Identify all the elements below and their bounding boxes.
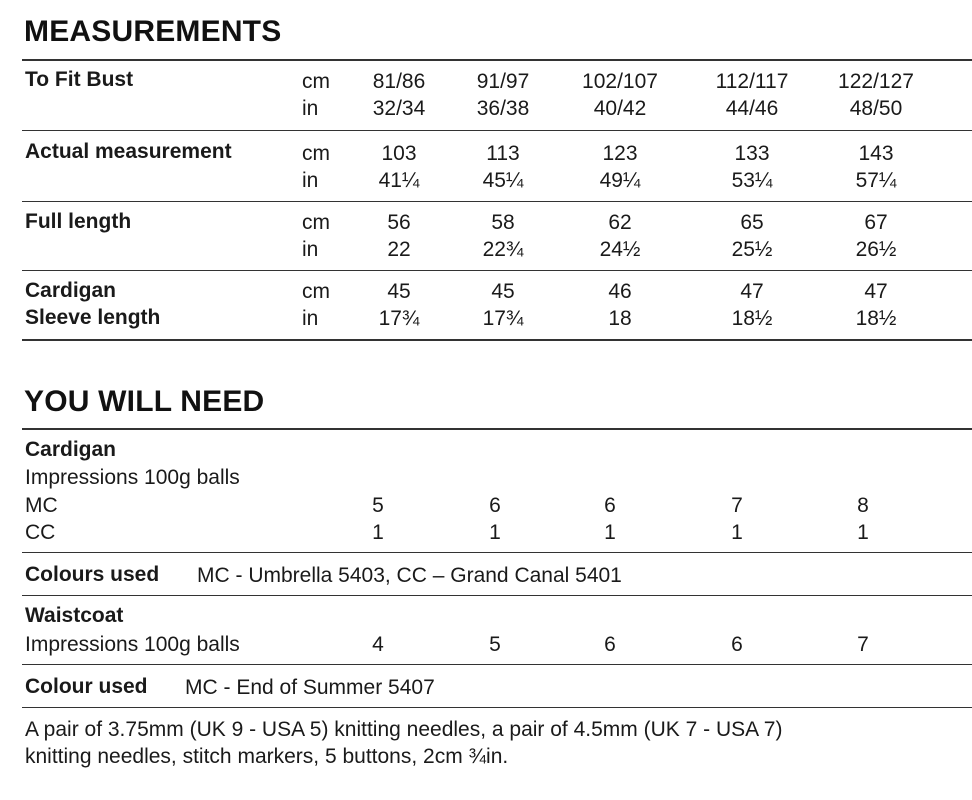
cell: 133 [734,142,770,165]
unit-in: in [302,307,319,330]
cell: 6 [731,633,743,656]
colour-used-value: MC - End of Summer 5407 [185,676,435,699]
cell: 122/127 [838,70,914,93]
row-label: To Fit Bust [25,68,134,91]
cell: 22¾ [482,238,524,261]
cell: 57¼ [855,169,897,192]
cell: 5 [372,494,384,517]
unit-in: in [302,169,319,192]
cell: 18½ [855,307,897,330]
cell: 40/42 [593,97,647,120]
cardigan-heading: Cardigan [25,438,117,461]
divider [22,707,972,708]
row-label: Cardigan [25,279,117,302]
cell: 6 [489,494,501,517]
cell: 58 [491,211,515,234]
cell: 17¾ [482,307,524,330]
cell: 56 [387,211,411,234]
divider [22,428,972,430]
cell: 1 [731,521,743,544]
cell: 5 [489,633,501,656]
cell: 47 [864,280,888,303]
cell: 18 [608,307,632,330]
cell: 22 [387,238,411,261]
cell: 17¾ [378,307,420,330]
cell: 1 [604,521,616,544]
unit-cm: cm [302,142,330,165]
cell: 123 [602,142,638,165]
colour-used-label: Colour used [25,675,148,698]
row-label: Full length [25,210,132,233]
cell: 45¼ [482,169,524,192]
notes-line: A pair of 3.75mm (UK 9 - USA 5) knitting needles, a pair of 4.5mm (UK 7 - USA 7) [25,718,783,741]
cell: 65 [740,211,764,234]
cell: 36/38 [476,97,530,120]
divider [22,552,972,553]
row-label: Actual measurement [25,140,232,163]
you-will-need-title: YOU WILL NEED [24,385,265,418]
divider [22,595,972,596]
unit-cm: cm [302,211,330,234]
cell: 8 [857,494,869,517]
cell: 7 [731,494,743,517]
measurements-title: MEASUREMENTS [24,15,282,48]
cell: 67 [864,211,888,234]
cell: 102/107 [582,70,658,93]
divider [22,664,972,665]
cell: 41¼ [378,169,420,192]
mc-label: MC [25,494,58,517]
divider [22,59,972,61]
notes-line: knitting needles, stitch markers, 5 buttons, 2cm ¾in. [25,745,509,768]
cell: 4 [372,633,384,656]
cell: 112/117 [715,70,789,93]
waistcoat-heading: Waistcoat [25,604,124,627]
unit-cm: cm [302,280,330,303]
cell: 103 [381,142,417,165]
cell: 45 [491,280,515,303]
cell: 32/34 [372,97,426,120]
cell: 46 [608,280,632,303]
cell: 113 [486,142,520,165]
balls-label: Impressions 100g balls [25,633,240,656]
cell: 7 [857,633,869,656]
balls-label: Impressions 100g balls [25,466,240,489]
unit-in: in [302,238,319,261]
unit-in: in [302,97,319,120]
cell: 49¼ [599,169,641,192]
cell: 25½ [731,238,773,261]
row-label: Sleeve length [25,306,161,329]
cell: 1 [489,521,501,544]
cell: 48/50 [849,97,903,120]
cell: 62 [608,211,632,234]
colours-used-value: MC - Umbrella 5403, CC – Grand Canal 5401 [197,564,622,587]
cell: 91/97 [476,70,530,93]
cc-label: CC [25,521,56,544]
cell: 44/46 [725,97,779,120]
cell: 24½ [599,238,641,261]
divider [22,201,972,202]
cell: 45 [387,280,411,303]
cell: 18½ [731,307,773,330]
cell: 6 [604,633,616,656]
cell: 53¼ [731,169,773,192]
cell: 1 [857,521,869,544]
cell: 143 [858,142,894,165]
cell: 1 [372,521,384,544]
colours-used-label: Colours used [25,563,160,586]
cell: 6 [604,494,616,517]
cell: 81/86 [372,70,426,93]
cell: 26½ [855,238,897,261]
unit-cm: cm [302,70,330,93]
cell: 47 [740,280,764,303]
divider [22,130,972,131]
divider [22,270,972,271]
divider [22,339,972,341]
